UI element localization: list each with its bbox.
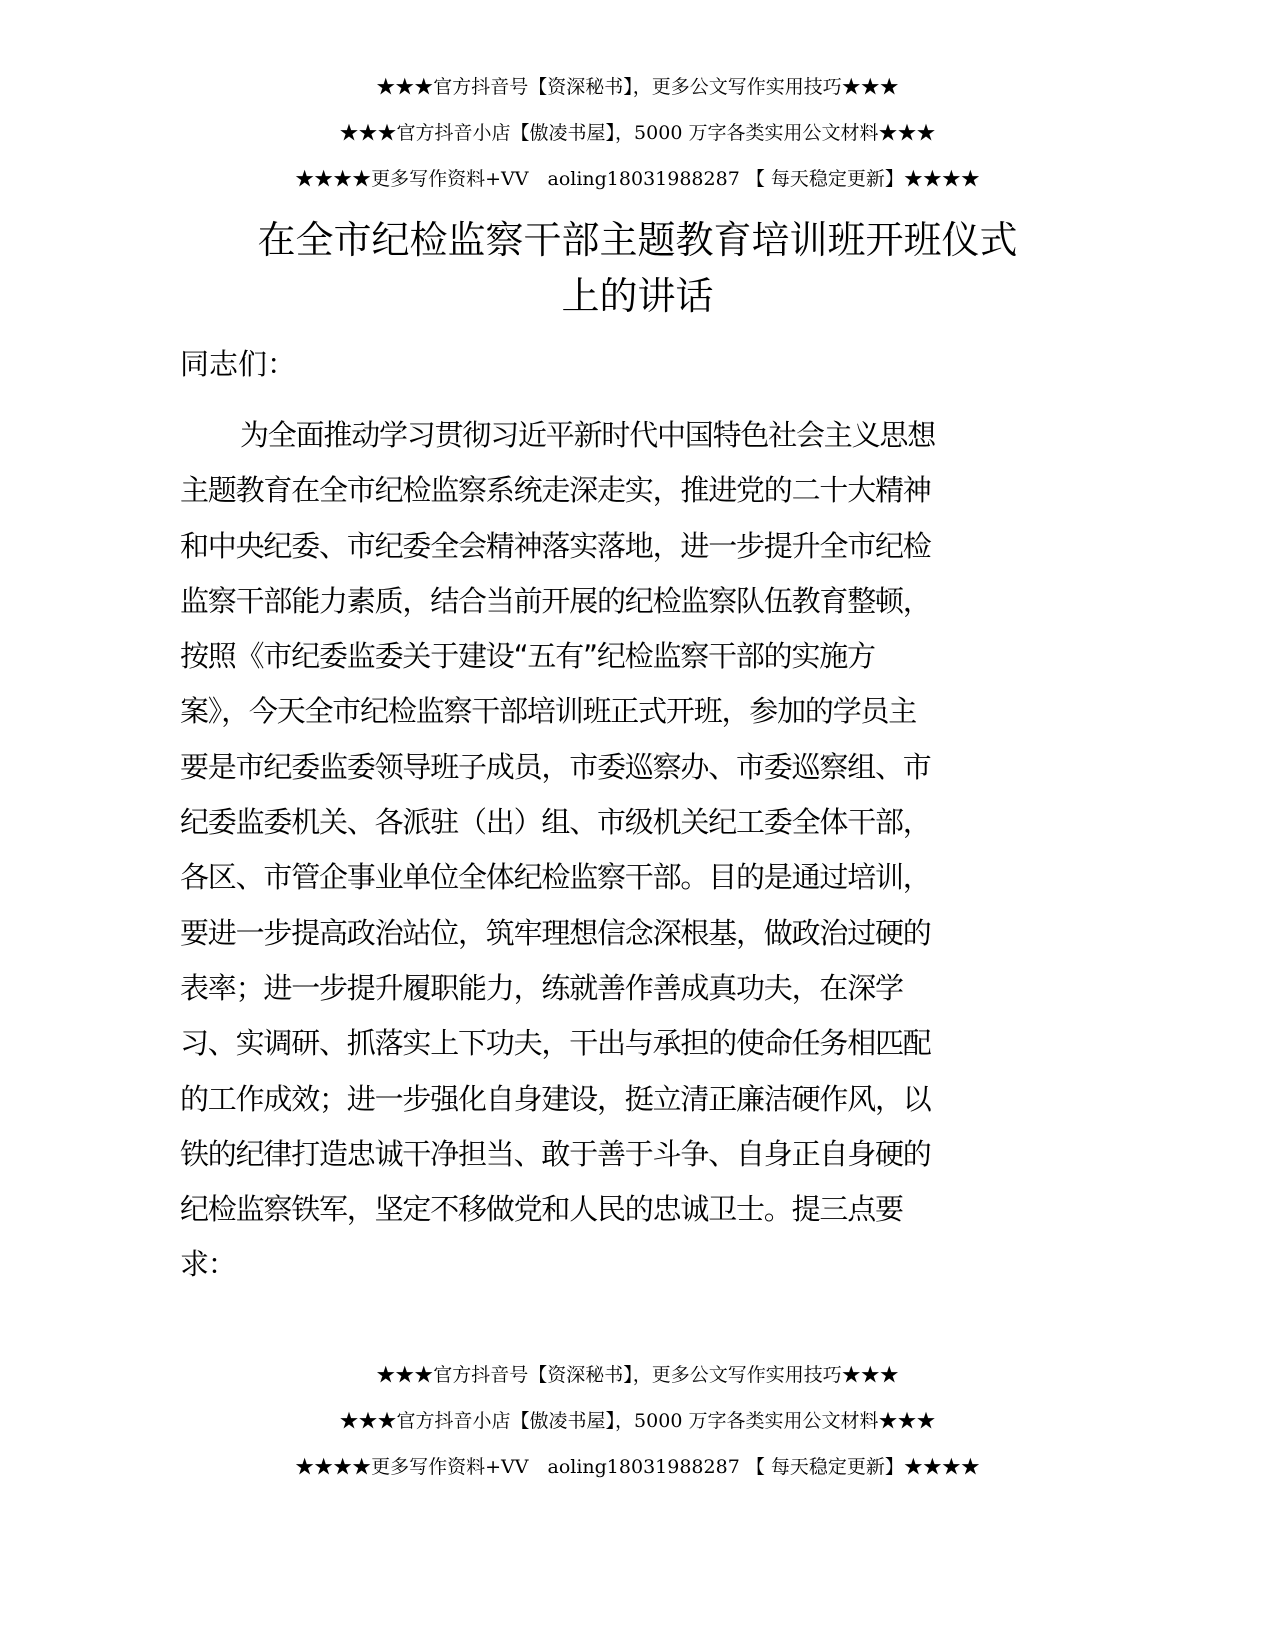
body-line: 习、实调研、抓落实上下功夫，干出与承担的使命任务相匹配	[180, 1026, 931, 1061]
footer-banner-line: ★★★★更多写作资料+VV aoling18031988287 【 每天稳定更新】★★★★	[295, 1456, 980, 1478]
body-line: 求：	[180, 1247, 236, 1282]
body-line: 案》，今天全市纪检监察干部培训班正式开班，参加的学员主	[180, 694, 917, 729]
body-line: 按照《市纪委监委关于建设“五有”纪检监察干部的实施方	[180, 639, 875, 674]
header-banner-line: ★★★官方抖音号【资深秘书】，更多公文写作实用技巧★★★	[376, 76, 899, 98]
title-line: 在全市纪检监察干部主题教育培训班开班仪式	[257, 218, 1018, 262]
footer-banner-line: ★★★官方抖音号【资深秘书】，更多公文写作实用技巧★★★	[376, 1364, 899, 1386]
body-line: 要是市纪委监委领导班子成员，市委巡察办、市委巡察组、市	[180, 749, 931, 784]
body-line: 监察干部能力素质，结合当前开展的纪检监察队伍教育整顿，	[180, 583, 931, 618]
body-line: 铁的纪律打造忠诚干净担当、敢于善于斗争、自身正自身硬的	[180, 1136, 931, 1171]
body-paragraph	[180, 408, 1040, 1293]
body-line: 主题教育在全市纪检监察系统走深走实，推进党的二十大精神	[180, 473, 931, 508]
document-title	[0, 212, 1275, 324]
body-line: 表率；进一步提升履职能力，练就善作善成真功夫，在深学	[180, 970, 903, 1005]
title-line: 上的讲话	[561, 274, 714, 318]
body-line: 纪检监察铁军，坚定不移做党和人民的忠诚卫士。提三点要	[180, 1192, 903, 1227]
body-line: 的工作成效；进一步强化自身建设，挺立清正廉洁硬作风，以	[180, 1081, 931, 1116]
greeting: 同志们：	[180, 347, 297, 381]
body-line: 和中央纪委、市纪委全会精神落实落地，进一步提升全市纪检	[180, 528, 931, 563]
body-line: 各区、市管企事业单位全体纪检监察干部。目的是通过培训，	[180, 860, 931, 895]
header-banner-line: ★★★官方抖音小店【傲凌书屋】，5000 万字各类实用公文材料★★★	[339, 122, 936, 144]
header-banner-line: ★★★★更多写作资料+VV aoling18031988287 【 每天稳定更新】★★★★	[295, 168, 980, 190]
body-line: 纪委监委机关、各派驻（出）组、市级机关纪工委全体干部，	[180, 805, 931, 840]
footer-banner-line: ★★★官方抖音小店【傲凌书屋】，5000 万字各类实用公文材料★★★	[339, 1410, 936, 1432]
body-line: 要进一步提高政治站位，筑牢理想信念深根基，做政治过硬的	[180, 915, 931, 950]
body-line: 为全面推动学习贯彻习近平新时代中国特色社会主义思想	[240, 418, 936, 452]
